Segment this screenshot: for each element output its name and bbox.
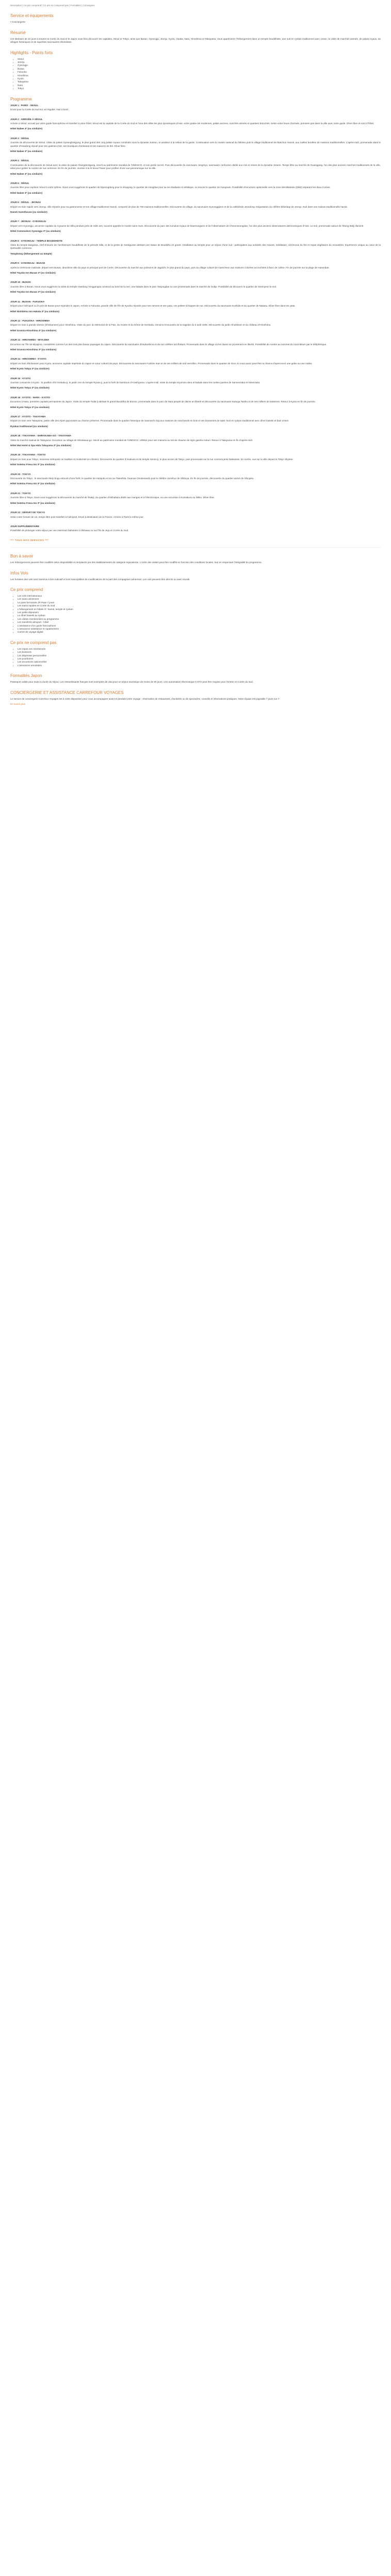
comprend-item: • Le pass ferroviaire JR Pass 7 jours [18, 601, 381, 604]
day-heading: JOUR 17 : KYOTO - TAKAYAMA [10, 415, 46, 418]
day-heading: JOUR 14 : HIROSHIMA - KYOTO [10, 358, 46, 361]
infos-vols-title: Infos Vols [10, 570, 28, 575]
highlight-item: • Busan [18, 67, 381, 71]
highlight-item: • Takayama [18, 80, 381, 83]
day-hotel: Hôtel Nabee 3* (ou similaire) [10, 149, 43, 152]
day-description: Départ en train pour Tokyo, immense métropole où tradition et modernité se côtoient. Découverte du quartier d'Asakusa et du temple Senso-ji, le plus ancien de Tokyo, puis promenade sur la rue commerçante Nakamise. En soirée, vue sur la ville depuis la Tokyo Skytree. [10, 457, 294, 461]
day-description: Départ pour l'aéroport ou le port de Busan pour rejoindre le Japon. Arrivée à Fukuoka, grande ville de l'île de Kyushu réputée pour ses ramens et ses yatai, ces petites échoppes de rue. Découverte du sanctuaire Kushida et du quartier de Nakasu. Dîner libre dans les yatai. [10, 304, 296, 308]
programme-day [10, 396, 381, 409]
infos-vols-section [10, 571, 381, 581]
day-hotel: Hôtel Wat Hotel & Spa Hida Takayama 3* (ou similaire) [10, 444, 71, 447]
day-description: Envol pour la Corée du sud sur vol régulier. Nuit à bord. [10, 108, 69, 111]
day-heading: JOUR 19 : TAKAYAMA - TOKYO [10, 453, 46, 456]
extra-day [10, 525, 381, 533]
ne-comprend-item: • Les pourboires [18, 657, 381, 660]
day-hotel: Hanok Guesthouse (ou similaire) [10, 211, 47, 213]
day-heading: JOUR 12 : FUKUOKA - HIROSHIMA [10, 319, 50, 322]
highlight-item: • Gyeongju [18, 64, 381, 67]
ne-comprend-item: • Les excursions optionnelles [18, 660, 381, 664]
day-heading: JOUR 8 : GYEONGJU - TEMPLE BOUDDHISTE [10, 239, 63, 242]
ne-comprend-title: Ce prix ne comprend pas [10, 640, 57, 645]
comprend-item: • Le dîner kaiseki au ryokan [18, 614, 381, 617]
ne-comprend-list [10, 648, 381, 667]
day-heading: JOUR 5 : SÉOUL [10, 181, 29, 184]
day-description: Départ en train vers Takayama, petite ville des Alpes japonaises au charme préservé. Promenade dans le quartier historique de Sanmachi Suji aux maisons de marchands en bois et ses brasseries de saké. Nuit en ryokan traditionnel avec dîner kaiseki et bain onsen. [10, 419, 289, 422]
programme-day [10, 319, 381, 332]
programme-day [10, 358, 381, 370]
day-heading: JOUR 10 : BUSAN [10, 281, 31, 284]
day-description: Arrivée à Séoul, accueil par votre guide francophone et transfert à votre hôtel. Séoul est la capitale de la Corée du Sud et l'une des villes les plus dynamiques d'Asie, entre gratte-ciel modernes, palais anciens, marchés animés et quartiers branchés. Selon votre heure d'arrivée, premiers pas dans la ville avec votre guide. Dîner libre et nuit à l'hôtel. [10, 122, 374, 125]
day-heading: JOUR 20 : TOKYO [10, 472, 31, 476]
ne-comprend-section [10, 640, 381, 667]
programme-day [10, 511, 381, 519]
day-description: Selon votre horaire de vol, temps libre puis transfert à l'aéroport. Envol à destination de la France. Arrivée à Paris le même jour. [10, 515, 144, 518]
day-description: Découverte de Tokyo : le sanctuaire Meiji Jingu entouré d'une forêt, le quartier de Harajuku et sa rue Takeshita, l'avenue Omotesando puis le célèbre carrefour de Shibuya. En fin de journée, découverte du quartier animé de Shinjuku. [10, 477, 254, 480]
day-heading: JOUR 16 : KYOTO - NARA - KYOTO [10, 396, 50, 399]
comprend-item: • Les visites mentionnées au programme [18, 618, 381, 621]
extra-day-head: JOUR SUPPLÉMENTAIRE [10, 524, 40, 528]
comprend-item: • Carnet de voyage digital [18, 631, 381, 634]
day-hotel: Templestay (hébergement au temple) [10, 252, 52, 255]
day-hotel: Hôtel Toyoko Inn Busan 3* (ou similaire) [10, 291, 56, 294]
ne-comprend-item: • L'assurance annulation [18, 664, 381, 667]
day-hotel: Hôtel Granvia Hiroshima 3* (ou similaire) [10, 348, 57, 351]
day-hotel: Hôtel Kyoto Tokyu 3* (ou similaire) [10, 405, 50, 409]
infos-vols-text: Les horaires des vols sont transmis à titre indicatif et sont susceptibles de modifications de la part des compagnies aériennes. Les vols peuvent être directs ou avec escale. [10, 578, 190, 581]
comprend-item: • L'assistance d'un guide francophone [18, 624, 381, 628]
highlight-item: • Tokyo [18, 87, 381, 90]
page-meta-nav: Description | Ce prix comprend | Ce prix ne comprend pas | Formalités | Conseignes [10, 4, 95, 7]
day-hotel: Hôtel Kyoto Tokyu 3* (ou similaire) [10, 386, 50, 389]
conciergerie-section [10, 690, 381, 706]
programme-day [10, 415, 381, 428]
day-hotel: Hôtel Nishitetsu Inn Hakata 3* (ou similaire) [10, 310, 59, 313]
day-description: Continuation de la découverte de Séoul avec la visite du palais Changdeokgung, inscrit au patrimoine mondial de l'UNESCO, et son jardin secret. Puis découverte du sanctuaire Jongmyo, sanctuaire confucéen dédié aux rois et reines de la dynastie Joseon. Temps libre au marché de Gwangjang, l'un des plus anciens marchés traditionnels de la ville, idéal pour goûter la cuisine de rue coréenne. En fin de journée, montée à la N Seoul Tower pour profiter d'une vue panoramique sur la ville. [10, 163, 381, 170]
highlights-section [10, 50, 381, 91]
programme-day [10, 159, 381, 176]
programme-day [10, 118, 381, 131]
comprend-item: • Les transferts aéroport - hôtel [18, 621, 381, 624]
programme-day [10, 137, 381, 154]
services-title: Service et équipements [10, 13, 54, 19]
comprend-list [10, 595, 381, 634]
programme-day [10, 300, 381, 313]
highlights-title: Highlights - Points forts [10, 50, 53, 55]
day-description: Journée consacrée à Kyoto : le pavillon d'Or Kinkaku-ji, le jardin zen du temple Ryoan-ji, puis la forêt de bambous d'Arashiyama. L'après-midi, visite du temple Kiyomizu-dera et balade dans les ruelles pavées de Sannenzaka et Ninenzaka. [10, 381, 260, 384]
services-section [10, 13, 381, 24]
bon-savoir-text: Les hébergements peuvent être modifiés selon disponibilité et remplacés par des établissements de catégorie équivalente. L'ordre des visites peut être modifié en fonction des conditions locales, tout en respectant l'intégralité du programme. [10, 561, 262, 564]
programme-day [10, 338, 381, 351]
day-heading: JOUR 6 : SÉOUL - JEONJU [10, 201, 41, 204]
day-heading: JOUR 1 : PARIS - SEOUL [10, 104, 39, 107]
day-heading: JOUR 4 : SÉOUL [10, 159, 29, 162]
comprend-section [10, 587, 381, 634]
page [0, 0, 391, 718]
formalites-text: Passeport valide pour toute la durée du séjour. Les ressortissants français sont exemptés de visa pour un séjour touristique de moins de 90 jours. Une autorisation électronique K-ETA peut être requise pour l'entrée en Corée du Sud. [10, 681, 253, 684]
comprend-item: • Les petits déjeuners [18, 611, 381, 614]
day-description: Visite du temple Bulguksa, chef-d'œuvre de l'architecture bouddhiste de la période Silla, et de la grotte de Seokguram abritant une statue de Bouddha en granit. Installation au temple pour un séjour d'une nuit : participation aux activités des moines, méditation, cérémonie du thé et repas végétarien du monastère. Expérience unique au cœur de la spiritualité coréenne. [10, 244, 381, 250]
comprend-item: • Les vols internationaux [18, 595, 381, 598]
highlight-item: • Séoul [18, 58, 381, 61]
day-hotel: Hôtel Sotetsu Fresa Inn 3* (ou similaire) [10, 482, 55, 485]
formalites-section [10, 673, 381, 684]
comprend-item: • L'hébergement en hôtels 3*, hanok, temple et ryokan [18, 608, 381, 611]
day-heading: JOUR 18 : TAKAYAMA - SHIRAKAWA-GO - TAKAYAMA [10, 434, 72, 437]
day-heading: JOUR 9 : GYEONGJU - BUSAN [10, 262, 45, 265]
day-heading: JOUR 2 : ARRIVÉE À SÉOUL [10, 117, 43, 121]
day-description: Journée de découverte de Séoul. Visite du palais Gyeongbokgung, le plus grand des cinq palais royaux construits sous la dynastie Joseon, et assistez à la relève de la garde. Continuation vers le musée national du folklore puis le village traditionnel de Bukchon Hanok, aux ruelles bordées de maisons traditionnelles. L'après-midi, promenade dans le quartier d'Insadong réputé pour ses galeries d'art, ses boutiques d'artisanat et ses maisons de thé. Dîner libre. [10, 141, 381, 147]
day-hotel: Hôtel Commodore Gyeongju 3* (ou similaire) [10, 230, 61, 233]
day-description: Départ en train rapide vers Jeonju, ville réputée pour sa gastronomie et son village traditionnel Hanok, composé de plus de 700 maisons traditionnelles. Découverte du village, du sanctuaire Gyeonggijeon et de la cathédrale Jeondong. Dégustation du célèbre bibimbap de Jeonju. Nuit dans une maison traditionnelle hanok. [10, 205, 348, 208]
programme-section [10, 97, 381, 542]
day-heading: JOUR 7 : JEONJU - GYEONGJU [10, 220, 46, 223]
programme-day [10, 262, 381, 275]
day-description: Visite du marché matinal de Takayama. Excursion au village de Shirakawa-go, inscrit au patrimoine mondial de l'UNESCO, célèbre pour ses maisons au toit de chaume de style gassho-zukuri. Retour à Takayama en fin d'après-midi. [10, 438, 253, 442]
day-description: Départ en train Shinkansen pour Kyoto, ancienne capitale impériale du Japon et cœur culturel du pays. Découverte du sanctuaire Fushimi Inari et de ses milliers de torii vermillon. Promenade dans le quartier de Gion où vous aurez peut-être la chance d'apercevoir une geiko ou une maiko. [10, 362, 313, 365]
highlight-item: • Kyoto [18, 77, 381, 80]
programme-day [10, 473, 381, 486]
day-description: Journée libre pour explorer Séoul à votre rythme. Nous vous suggérons le quartier de Myeongdong pour le shopping, le quartier de Hongdae pour sa vie étudiante et artistique, ou encore le quartier de Gangnam. Possibilité d'excursion optionnelle vers la zone démilitarisée (DMZ) séparant les deux Corées. [10, 186, 331, 189]
programme-day [10, 182, 381, 195]
day-hotel: Hôtel Granvia Hiroshima 3* (ou similaire) [10, 329, 57, 332]
bon-savoir-title: Bon à savoir [10, 554, 34, 559]
ne-comprend-item: • Les repas non mentionnés [18, 648, 381, 651]
highlight-item: • Fukuoka [18, 71, 381, 74]
day-hotel: Hôtel Nabee 3* (ou similaire) [10, 172, 43, 175]
programme-title: Programme [10, 96, 32, 101]
conciergerie-title: CONCIERGERIE ET ASSISTANCE CARREFOUR VOYAGES [10, 690, 124, 695]
ne-comprend-item: • Les dépenses personnelles [18, 654, 381, 657]
day-heading: JOUR 11 : BUSAN - FUKUOKA [10, 300, 45, 303]
programme-day [10, 453, 381, 466]
programme-day [10, 281, 381, 294]
conciergerie-link[interactable]: En savoir plus [10, 703, 25, 706]
day-description: Départ vers Gyeongju, ancienne capitale du royaume de Silla pendant près de mille ans, souvent appelée le musée sans murs. Découverte du parc des tumulus royaux de Daereungwon et de l'observatoire de Cheomseongdae, l'un des plus anciens observatoires astronomiques d'Asie. Le soir, promenade autour de l'étang Wolji illuminé. [10, 224, 364, 227]
day-heading: JOUR 22 : DÉPART DE TOKYO [10, 511, 45, 514]
day-description: Après la cérémonie matinale, départ vers Busan, deuxième ville du pays et principal port de Corée. Découverte du marché aux poissons de Jagalchi, le plus grand du pays, puis du village culturel de Gamcheon aux maisons colorées accrochées à flanc de colline. Fin de journée sur la plage de Haeundae. [10, 266, 330, 269]
resume-section [10, 30, 381, 44]
day-heading: JOUR 3 : SÉOUL [10, 137, 29, 140]
comprend-item: • L'assurance assistance et rapatriement [18, 628, 381, 631]
bon-savoir-section [10, 554, 381, 564]
comprend-title: Ce prix comprend [10, 587, 43, 592]
day-heading: JOUR 13 : HIROSHIMA - MIYAJIMA [10, 338, 50, 342]
programme-day [10, 240, 381, 256]
services-item: • Conciergerie [10, 21, 25, 24]
day-description: Journée libre à Tokyo. Nous vous suggérons la découverte du marché de Tsukiji, du quartier d'Akihabara dédié aux mangas et à l'électronique, ou une excursion à Kamakura ou Nikko. Dîner libre. [10, 496, 215, 499]
all-services-link[interactable]: *** TOUS NOS SERVICES *** [10, 538, 49, 541]
ne-comprend-item: • Les boissons [18, 651, 381, 654]
extra-day-text: Possibilité de prolonger votre séjour par une extension balnéaire à Okinawa ou sur l'île de Jeju en Corée du Sud. [10, 529, 129, 532]
programme-day [10, 434, 381, 447]
programme-day [10, 377, 381, 390]
day-hotel: Hôtel Nabee 3* (ou similaire) [10, 191, 43, 194]
programme-days [10, 104, 381, 519]
day-hotel: Hôtel Sotetsu Fresa Inn 3* (ou similaire) [10, 501, 55, 504]
day-description: Excursion sur l'île de Miyajima, considérée comme l'un des trois plus beaux paysages du Japon. Découverte du sanctuaire d'Itsukushima et de son célèbre torii flottant. Promenade dans le village où les daims se promènent en liberté. Possibilité de monter au sommet du mont Misen par le téléphérique. [10, 343, 327, 346]
conciergerie-text: Le service de conciergerie Carrefour Voyages est à votre disposition pour vous accompagner avant et pendant votre voyage : réservation de restaurants, d'activités ou de spectacles, conseils et informations pratiques. Notre équipe est joignable 7 jours sur 7. [10, 697, 280, 700]
day-hotel: Hôtel Nabee 3* (ou similaire) [10, 127, 43, 130]
programme-day [10, 220, 381, 233]
comprend-item: • Les taxes aériennes [18, 598, 381, 601]
highlight-item: • Hiroshima [18, 74, 381, 77]
highlight-item: • Nara [18, 84, 381, 87]
day-hotel: Hôtel Sotetsu Fresa Inn 3* (ou similaire) [10, 463, 55, 466]
day-description: Journée libre à Busan. Nous vous suggérons la visite du temple Haedong Yonggungsa construit au bord de la mer, une balade dans le parc Taejongdae ou une promenade dans le marché de Gukje. Possibilité de découvrir le quartier de Seomyeon le soir. [10, 285, 277, 288]
highlight-item: • Jeonju [18, 61, 381, 64]
programme-day [10, 104, 381, 112]
day-hotel: Hôtel Kyoto Tokyu 3* (ou similaire) [10, 367, 50, 370]
highlights-list [10, 58, 381, 91]
day-hotel: Hôtel Toyoko Inn Busan 3* (ou similaire) [10, 272, 56, 275]
formalites-title: Formalités Japon [10, 673, 42, 679]
day-heading: JOUR 15 : KYOTO [10, 377, 31, 380]
day-description: Excursion à Nara, première capitale permanente du Japon. Visite du temple Todai-ji abritant le grand Bouddha de bronze, promenade dans le parc de Nara peuplé de daims en liberté et découverte du sanctuaire Kasuga Taisha et de ses milliers de lanternes. Retour à Kyoto en fin de journée. [10, 400, 316, 403]
resume-text: Cet itinéraire de 22 jours à travers la Corée du Sud et le Japon vous fera découvrir les capitales, Séoul et Tokyo, ainsi que Busan, Gyeongju, Jeonju, Kyoto, Osaka, Nara, Hiroshima et Takayama. Vous apprécierez l'hébergement dans un temple bouddhiste, une nuit en ryokan traditionnel avec onsen, la visite de marchés animés, de palais royaux, de villages historiques et de superbes sanctuaires shintoïstes. [10, 37, 381, 44]
day-hotel: Ryokan traditionnel (ou similaire) [10, 425, 48, 428]
programme-day [10, 492, 381, 505]
programme-day [10, 201, 381, 214]
day-description: Départ en train à grande vitesse (Shinkansen) pour Hiroshima. Visite du parc du Mémorial de la Paix, du musée et du Dôme de Genbaku, témoins émouvants de la tragédie du 6 août 1945. Découverte du jardin Shukkeien et du château d'Hiroshima. [10, 324, 271, 327]
divider [10, 547, 381, 548]
resume-title: Résumé [10, 30, 26, 35]
day-heading: JOUR 21 : TOKYO [10, 492, 31, 495]
comprend-item: • Les trains rapides en Corée du Sud [18, 604, 381, 607]
